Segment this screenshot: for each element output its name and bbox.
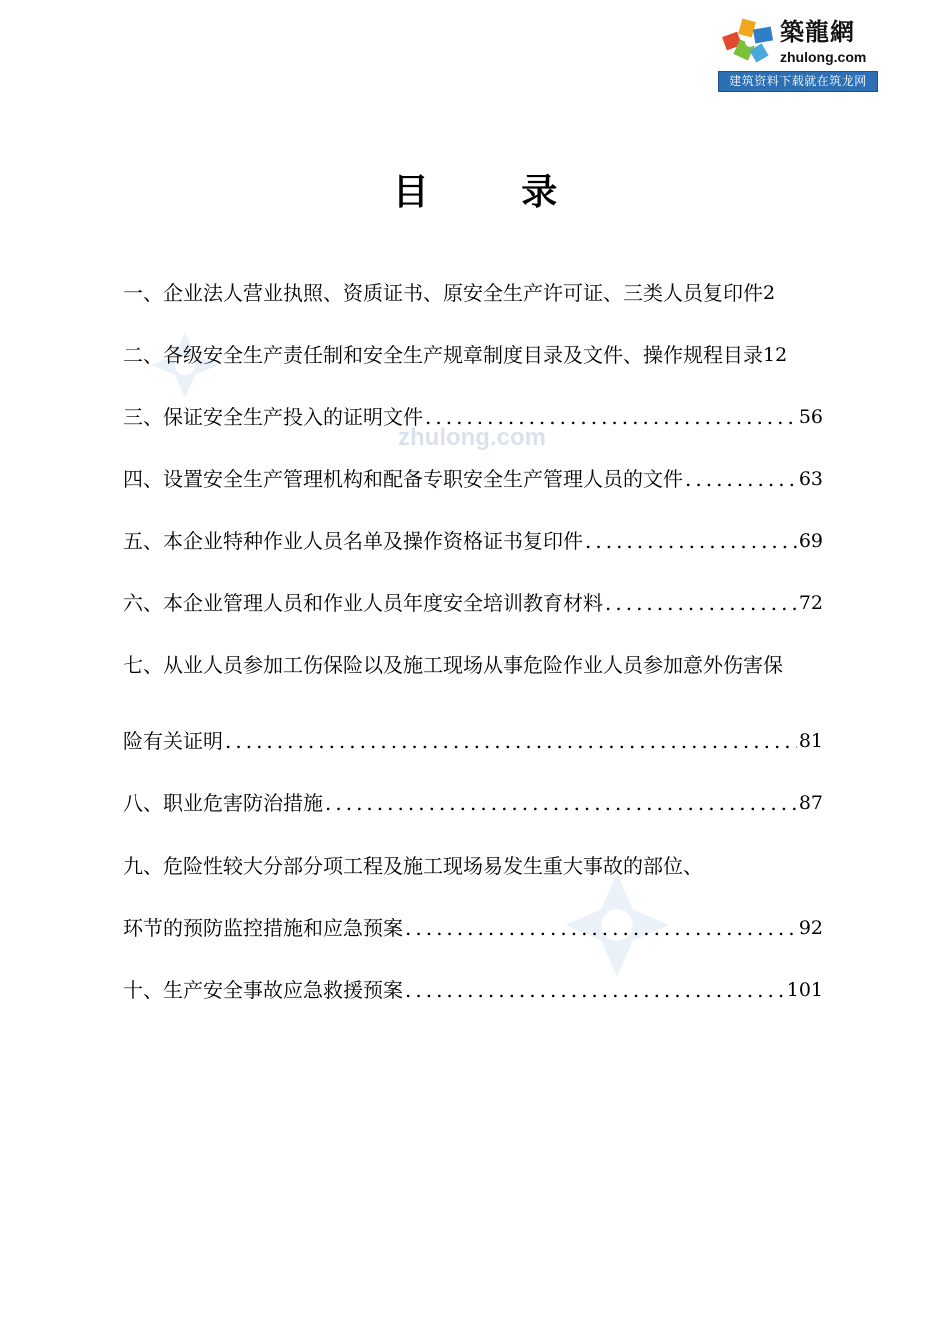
toc-entry[interactable] <box>123 524 823 554</box>
toc-entry-text: 六、本企业管理人员和作业人员年度安全培训教育材料 <box>123 591 603 615</box>
toc-entry-page: 92 <box>798 917 823 939</box>
site-logo <box>718 14 878 92</box>
toc-entry-page: 2 <box>763 282 776 304</box>
toc-entry-page: 63 <box>798 468 823 490</box>
toc-entry-page: 69 <box>798 530 823 552</box>
toc-entry-page: 101 <box>786 979 823 1001</box>
toc-entry[interactable] <box>123 276 847 306</box>
toc-entry[interactable] <box>123 973 823 1003</box>
toc-entry[interactable] <box>123 586 823 616</box>
logo-slogan: 建筑资料下载就在筑龙网 <box>718 71 878 92</box>
toc-entry-page: 81 <box>798 730 823 752</box>
toc-entry-text: 八、职业危害防治措施 <box>123 791 323 815</box>
toc-entry[interactable] <box>123 338 847 368</box>
toc-entry[interactable] <box>123 400 823 430</box>
toc-entry-text: 七、从业人员参加工伤保险以及施工现场从事危险作业人员参加意外伤害保 <box>123 653 783 677</box>
toc-entry[interactable] <box>123 849 823 879</box>
watermark-text: zhulong.com <box>398 424 546 451</box>
toc-entry[interactable] <box>123 911 823 941</box>
logo-mark-icon <box>722 18 778 66</box>
logo-domain: zhulong.com <box>780 49 867 65</box>
toc-entry-page: 72 <box>798 592 823 614</box>
toc-leader-dots <box>405 915 797 941</box>
toc-leader-dots <box>225 728 797 754</box>
toc-leader-dots <box>325 790 797 816</box>
toc-entry-page: 56 <box>798 406 823 428</box>
toc-entry-text: 五、本企业特种作业人员名单及操作资格证书复印件 <box>123 529 583 553</box>
toc-entry-text: 险有关证明 <box>123 729 223 753</box>
toc-entry-text: 四、设置安全生产管理机构和配备专职安全生产管理人员的文件 <box>123 467 683 491</box>
logo-name: 築龍網 <box>780 17 855 46</box>
toc-entry-text: 一、企业法人营业执照、资质证书、原安全生产许可证、三类人员复印件 <box>123 281 763 305</box>
logo-top <box>718 14 878 70</box>
toc-entry-text: 环节的预防监控措施和应急预案 <box>123 916 403 940</box>
toc-entry[interactable] <box>123 786 823 816</box>
toc-entry[interactable] <box>123 724 823 754</box>
toc-entry[interactable] <box>123 648 847 678</box>
toc-leader-dots <box>605 590 797 616</box>
toc-leader-dots <box>685 466 797 492</box>
toc-entry-text: 二、各级安全生产责任制和安全生产规章制度目录及文件、操作规程目录 <box>123 343 763 367</box>
toc-entry-page: 12 <box>763 344 788 366</box>
toc-leader-dots <box>425 404 797 430</box>
toc-entry-page: 87 <box>798 792 823 814</box>
toc-entry-text: 十、生产安全事故应急救援预案 <box>123 978 403 1002</box>
toc-entry-text: 九、危险性较大分部分项工程及施工现场易发生重大事故的部位、 <box>123 854 703 878</box>
toc-entry[interactable] <box>123 462 823 492</box>
toc-leader-dots <box>585 528 797 554</box>
page-title: 目 录 <box>392 171 598 213</box>
toc-entry-text: 三、保证安全生产投入的证明文件 <box>123 405 423 429</box>
toc-leader-dots <box>405 977 785 1003</box>
